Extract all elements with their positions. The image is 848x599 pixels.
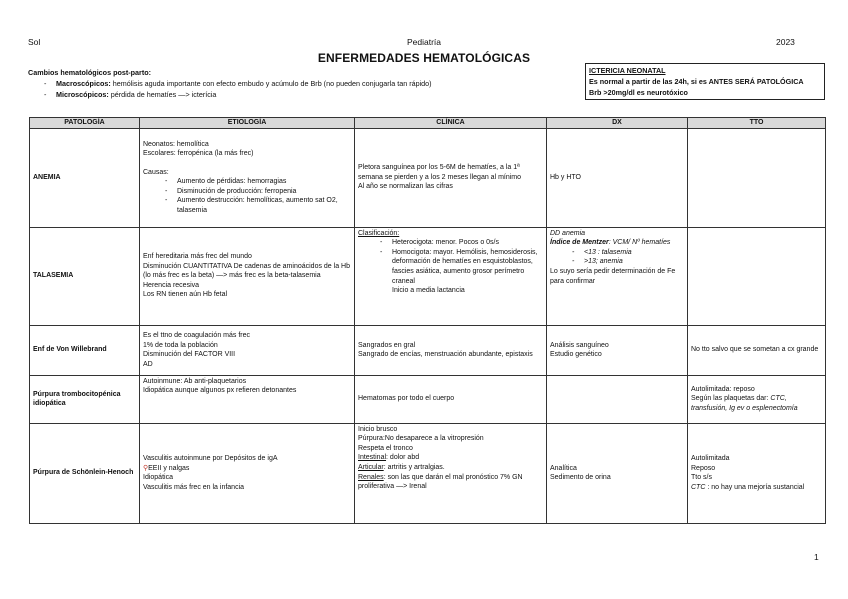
icterus-line: Es normal a partir de las 24h, si es ANTES SERÁ PATOLÓGICA (589, 77, 804, 86)
list-item: - Microscópicos: pérdida de hematíes —> icterícia (46, 89, 578, 100)
dx-cell: Análisis sanguíneo Estudio genético (547, 325, 688, 375)
postpartum-changes (28, 67, 578, 100)
dx-cell (547, 375, 688, 423)
clinic-cell: Sangrados en gral Sangrado de encías, menstruación abundante, epistaxis (355, 325, 547, 375)
etiology-cell: Autoinmune: Ab anti-plaquetarios Idiopática aunque algunos px refieren detonantes (140, 375, 355, 423)
header-etiologia: ETIOLOGÍA (140, 118, 355, 129)
author-name: Sol (28, 37, 41, 47)
dx-cell: Analítica Sedimento de orina (547, 423, 688, 523)
pathology-table (29, 117, 826, 524)
clinic-cell: Inicio brusco Púrpura:No desaparece a la vitropresión Respeta el tronco Intestinal: dolor abd Articular: artritis y artralgias. Renales: son las que darán el mal pronóstico 7% GN proliferativa —> Irenal (355, 423, 547, 523)
pathology-name: Enf de Von Willebrand (30, 325, 140, 375)
page-title: ENFERMEDADES HEMATOLÓGICAS (317, 51, 531, 65)
icterus-title: ICTERICIA NEONATAL (589, 66, 666, 75)
postpartum-list (28, 78, 578, 100)
table-row (30, 128, 826, 227)
tto-cell: No tto salvo que se sometan a cx grande (688, 325, 826, 375)
clinic-cell: Pletora sanguínea por los 5-6M de hematíes, a la 1ª semana se pierden y a los 2 meses llegan al mínimo Al año se normalizan las cifras (355, 128, 547, 227)
table-row (30, 423, 826, 523)
list-item: - Macroscópicos: hemólisis aguda importante con efecto embudo y acúmulo de Brb (no pueden conjugarla tan rápido) (46, 78, 578, 89)
table-row (30, 227, 826, 325)
header-tto: TTO (688, 118, 826, 129)
tto-cell (688, 227, 826, 325)
icterus-line: Brb >20mg/dl es neurotóxico (589, 88, 688, 97)
header-patologia: PATOLOGÍA (30, 118, 140, 129)
pathology-name: Púrpura trombocitopénica idiopática (30, 375, 140, 423)
pin-icon: ⚲ (143, 464, 149, 472)
tto-cell (688, 128, 826, 227)
postpartum-heading: Cambios hematológicos post-parto: (28, 68, 151, 77)
tto-cell: Autolimitada Reposo Tto s/s CTC : no hay una mejoría sustancial (688, 423, 826, 523)
pathology-name: ANEMIA (30, 128, 140, 227)
dx-cell: DD anemia Índice de Mentzer: VCM/ Nº hematíes - <13 : talasemia - >13; anemia Lo suyo sería pedir determinación de Fe para confirmar (547, 227, 688, 325)
pathology-name: Púrpura de Schönlein-Henoch (30, 423, 140, 523)
table-row (30, 375, 826, 423)
etiology-cell: Neonatos: hemolítica Escolares: ferropénica (la más frec) Causas: - Aumento de pérdidas: hemorragias - Disminución de producción: ferropenia - Aumento destrucción: hemolíticas, aumento sat O2, talasemia (140, 128, 355, 227)
header-dx: DX (547, 118, 688, 129)
subject-name: Pediatría (406, 37, 442, 47)
tto-cell: Autolimitada: reposo Según las plaquetas dar: CTC, transfusión, Ig ev o esplenectomía (688, 375, 826, 423)
page-number: 1 (814, 552, 819, 562)
table-header-row (30, 118, 826, 129)
clinic-cell: Clasificación: - Heterocigota: menor. Pocos o 0s/s - Homocigota: mayor. Hemólisis, hemosiderosis, deformación de hematíes en esquistoblastos, fascies asiática, aumento grosor perímetro craneal Inicio a media lactancia (355, 227, 547, 325)
etiology-cell: Enf hereditaria más frec del mundo Disminución CUANTITATIVA De cadenas de aminoácidos de la Hb (lo más frec es la beta) —> más frec es la beta-talasemia Herencia recesiva Los RN tienen aún Hb fetal (140, 227, 355, 325)
etiology-cell: Vasculitis autoinmune por Depósitos de igA ⚲EEII y nalgas Idiopática Vasculitis más frec en la infancia (140, 423, 355, 523)
clinic-cell: Hematomas por todo el cuerpo (355, 375, 547, 423)
header-clinica: CLÍNICA (355, 118, 547, 129)
dx-cell: Hb y HTO (547, 128, 688, 227)
icterus-box (585, 63, 825, 100)
table-row (30, 325, 826, 375)
etiology-cell: Es el ttno de coagulación más frec 1% de toda la población Disminución del FACTOR VIII AD (140, 325, 355, 375)
pathology-name: TALASEMIA (30, 227, 140, 325)
year: 2023 (776, 37, 795, 47)
